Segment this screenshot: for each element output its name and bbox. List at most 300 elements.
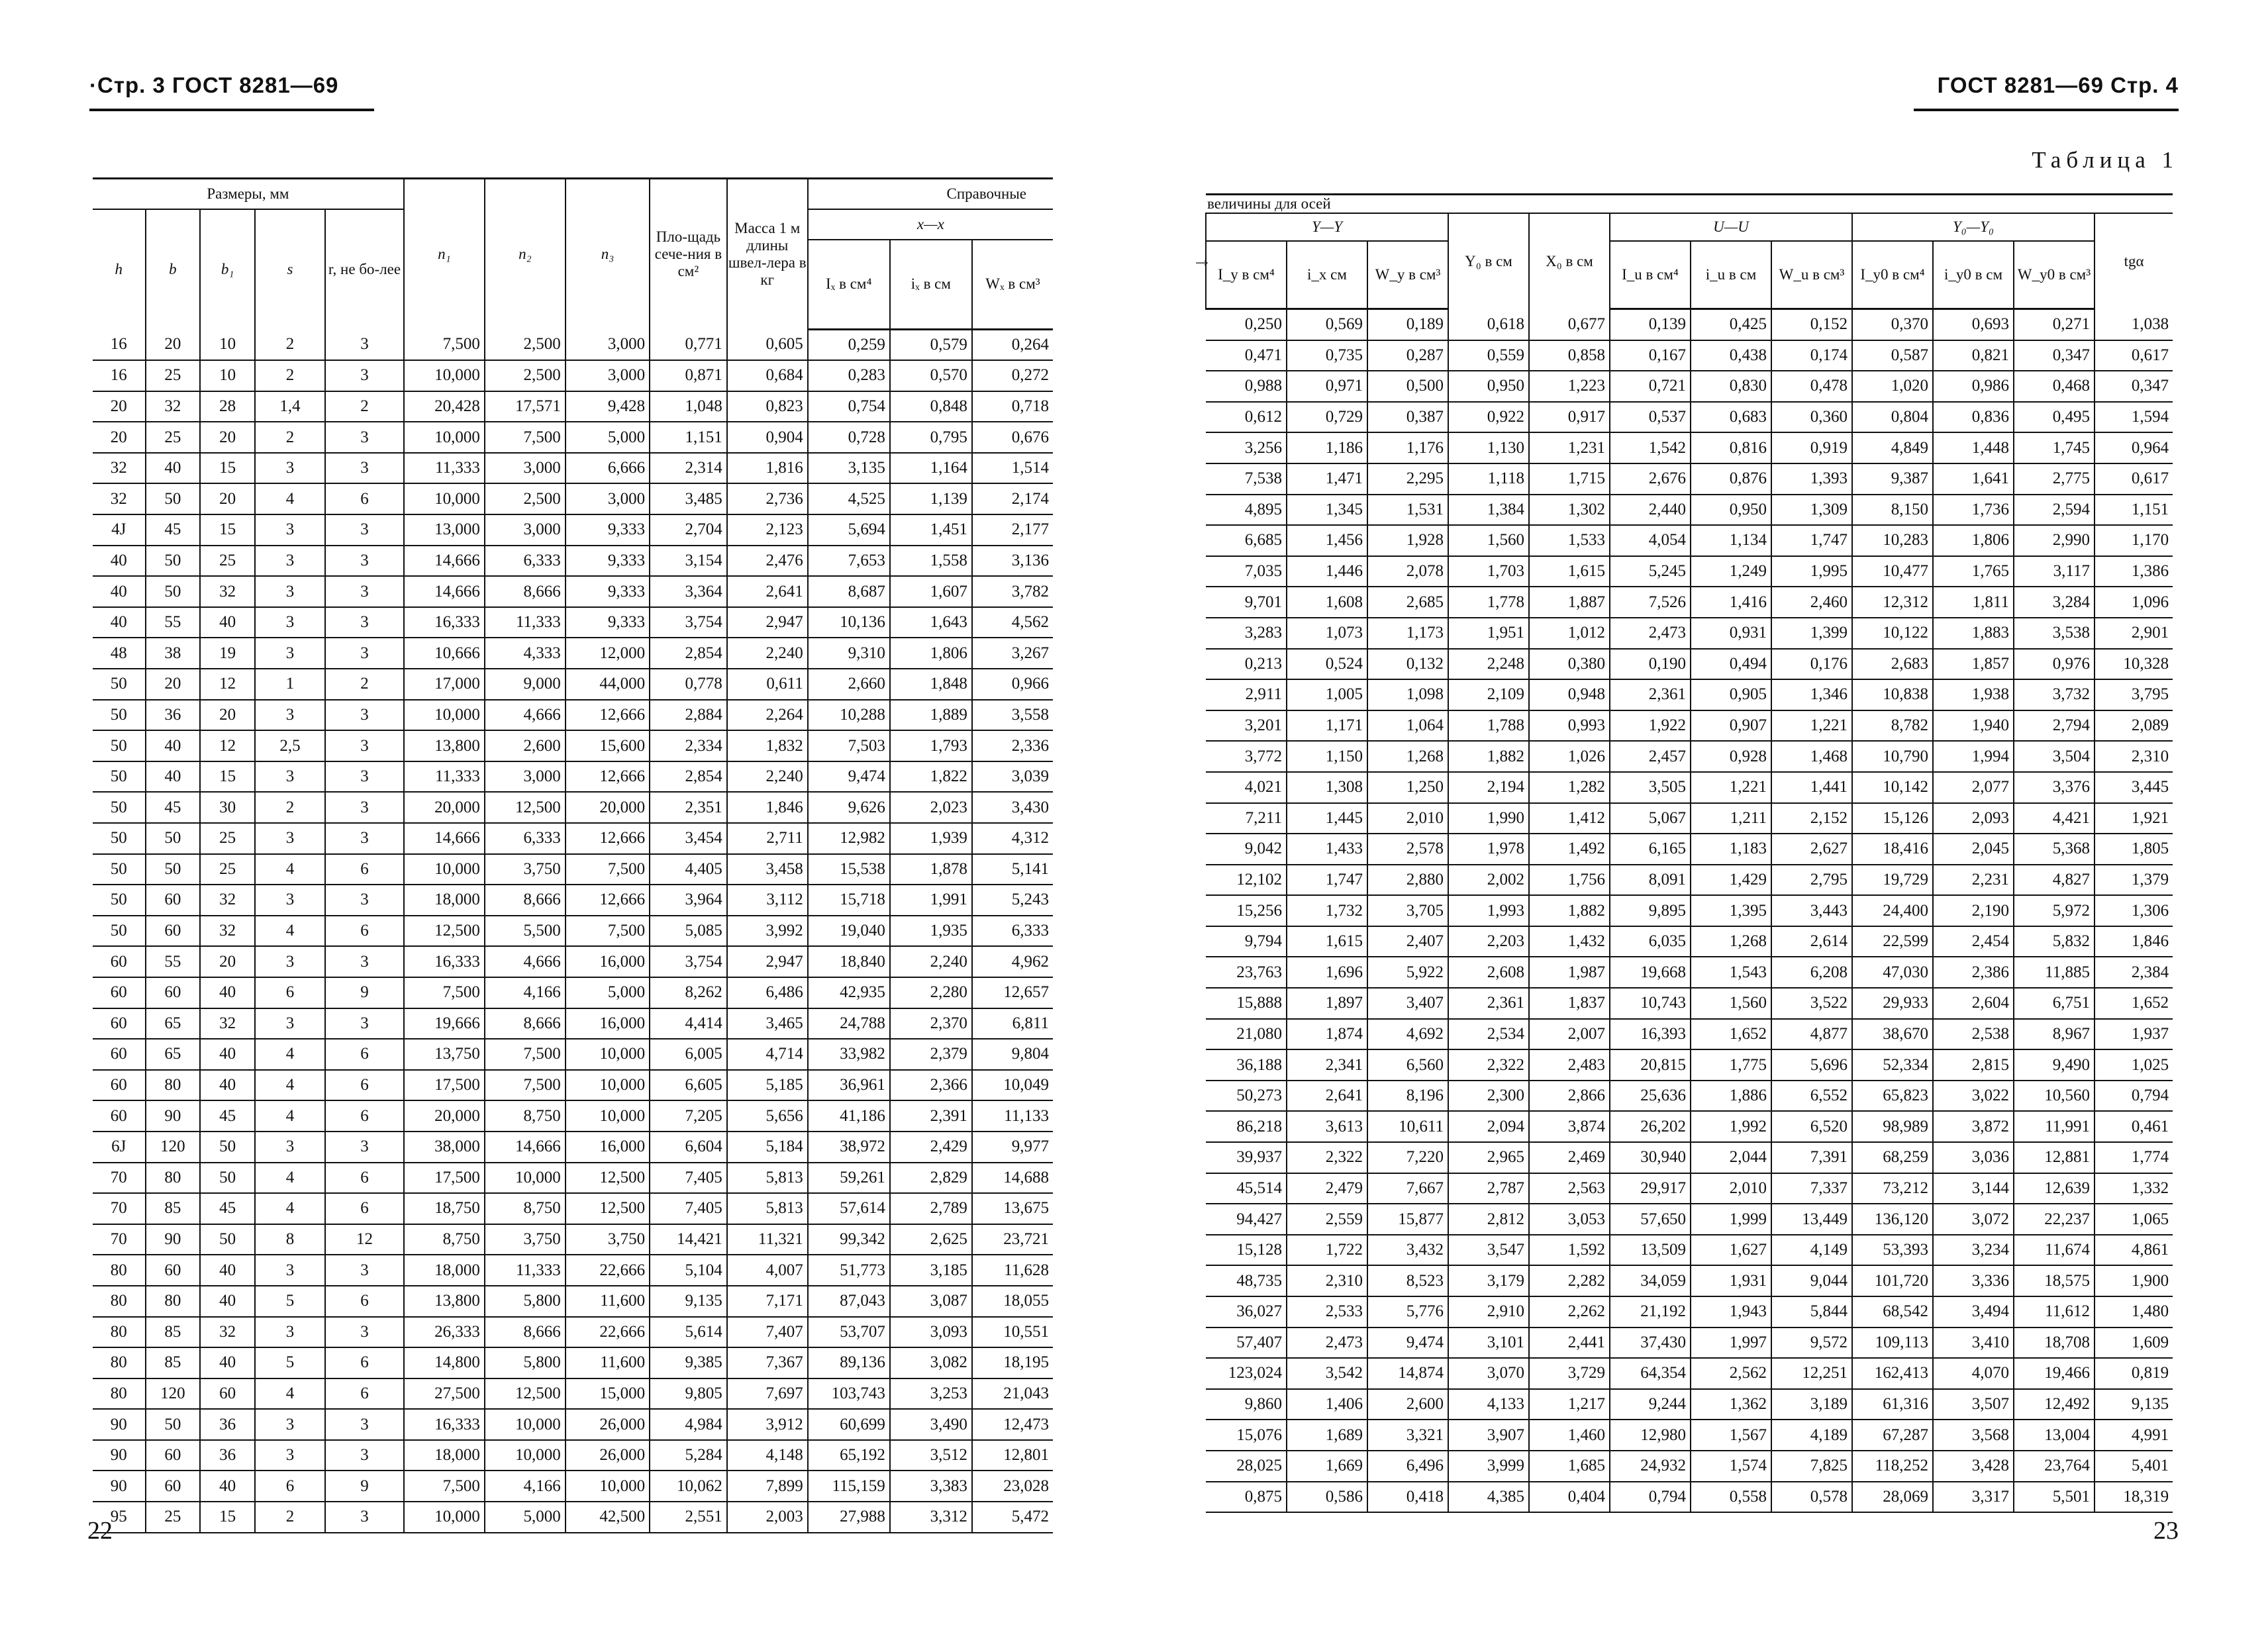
table-cell: 6,751	[2014, 988, 2095, 1019]
tg-header: tgα	[2095, 213, 2173, 309]
table-cell: 2,078	[1367, 556, 1448, 587]
table-cell: 9,474	[1367, 1328, 1448, 1359]
table-cell: 7,503	[808, 730, 890, 761]
table-cell: 2,787	[1448, 1173, 1529, 1204]
table-cell: 7,500	[404, 1471, 485, 1502]
table-cell: 1,669	[1287, 1451, 1367, 1482]
table-cell: 0,966	[972, 669, 1053, 700]
table-cell: 4,414	[650, 1008, 727, 1039]
table-cell: 0,360	[1771, 402, 1852, 433]
table-cell: 21,043	[972, 1378, 1053, 1410]
table-cell: 0,976	[2014, 649, 2095, 680]
table-cell: 2,280	[890, 977, 972, 1008]
table-cell: 15,076	[1206, 1420, 1287, 1451]
table-cell: 11,333	[485, 607, 566, 638]
table-cell: 2,045	[1933, 834, 2014, 865]
table-cell: 3	[255, 453, 325, 484]
table-cell: 1,096	[2095, 587, 2173, 618]
table-cell: 2,711	[727, 823, 808, 854]
table-cell: 3,505	[1610, 772, 1691, 803]
table-cell: 6,333	[972, 916, 1053, 947]
table-cell: 9,042	[1206, 834, 1287, 865]
table-cell: 48	[93, 638, 146, 669]
table-cell: 0,904	[727, 422, 808, 453]
table-cell: 0,816	[1691, 432, 1771, 463]
table-cell: 50	[146, 483, 201, 514]
table-cell: 1,641	[1933, 463, 2014, 495]
table-cell: 7,035	[1206, 556, 1287, 587]
table-cell: 20,000	[404, 1100, 485, 1132]
table-cell: 20,428	[404, 391, 485, 422]
table-cell: 4,333	[485, 638, 566, 669]
table-cell: 23,763	[1206, 957, 1287, 988]
table-cell: 7,500	[485, 1070, 566, 1101]
table-cell: 0,907	[1691, 710, 1771, 742]
right-page-number: 23	[2153, 1517, 2179, 1545]
table-cell: 2,854	[650, 761, 727, 793]
table-row	[93, 391, 1053, 422]
table-cell: 1,139	[890, 483, 972, 514]
table-cell: 0,721	[1610, 371, 1691, 402]
table-cell: 59,261	[808, 1163, 890, 1194]
table-cell: 7,538	[1206, 463, 1287, 495]
table-cell: 1,445	[1287, 803, 1367, 834]
table-cell: 0,347	[2014, 340, 2095, 371]
table-cell: 12,666	[566, 885, 650, 916]
table-cell: 4,984	[650, 1409, 727, 1440]
h-header: h	[115, 261, 123, 277]
table-cell: 10,000	[566, 1471, 650, 1502]
table-cell: 0,871	[650, 360, 727, 391]
table-cell: 3,992	[727, 916, 808, 947]
table-cell: 1,765	[1933, 556, 2014, 587]
table-row	[93, 1100, 1053, 1132]
table-cell: 2,351	[650, 792, 727, 823]
table-cell: 5,243	[972, 885, 1053, 916]
table-cell: 9,626	[808, 792, 890, 823]
table-cell: 5,800	[485, 1286, 566, 1317]
table-cell: 1,609	[2095, 1328, 2173, 1359]
table-cell: 3,000	[566, 360, 650, 391]
table-cell: 10	[200, 329, 255, 360]
table-cell: 12,801	[972, 1440, 1053, 1471]
table-cell: 3,754	[650, 946, 727, 977]
table-cell: 0,821	[1933, 340, 2014, 371]
table-cell: 1,118	[1448, 463, 1529, 495]
table-cell: 8,750	[485, 1100, 566, 1132]
table-cell: 13,509	[1610, 1235, 1691, 1266]
table-cell: 21,192	[1610, 1296, 1691, 1328]
iu-header: i_u в см	[1691, 241, 1771, 309]
table-cell: 2,563	[1529, 1173, 1610, 1204]
table-cell: 9,794	[1206, 926, 1287, 957]
table-cell: 3	[325, 761, 404, 793]
table-cell: 2,562	[1691, 1358, 1771, 1389]
table-cell: 4,021	[1206, 772, 1287, 803]
table-cell: 17,571	[485, 391, 566, 422]
table-cell: 67,287	[1852, 1420, 1933, 1451]
table-cell: 5,067	[1610, 803, 1691, 834]
table-cell: 1,451	[890, 514, 972, 546]
table-row	[1206, 988, 2173, 1019]
table-cell: 65	[146, 1008, 201, 1039]
table-cell: 0,587	[1852, 340, 1933, 371]
table-cell: 18,000	[404, 1255, 485, 1286]
table-cell: 1,531	[1367, 495, 1448, 526]
table-cell: 2,341	[1287, 1049, 1367, 1081]
table-cell: 0,174	[1771, 340, 1852, 371]
table-cell: 13,004	[2014, 1420, 2095, 1451]
table-cell: 64,354	[1610, 1358, 1691, 1389]
table-cell: 1,696	[1287, 957, 1367, 988]
table-cell: 0,804	[1852, 402, 1933, 433]
table-cell: 2,203	[1448, 926, 1529, 957]
table-cell: 2,310	[1287, 1265, 1367, 1296]
table-row	[93, 792, 1053, 823]
table-cell: 20,000	[566, 792, 650, 823]
table-cell: 40	[93, 576, 146, 607]
table-cell: 0,461	[2095, 1111, 2173, 1142]
table-cell: 4,666	[485, 946, 566, 977]
s-header: s	[255, 209, 325, 329]
table-cell: 1,883	[1933, 618, 2014, 649]
table-cell: 3,750	[485, 854, 566, 885]
table-cell: 10,000	[566, 1070, 650, 1101]
table-cell: 2,441	[1529, 1328, 1610, 1359]
table-cell: 1,940	[1933, 710, 2014, 742]
table-cell: 2,854	[650, 638, 727, 669]
table-cell: 50	[200, 1132, 255, 1163]
table-cell: 4,877	[1771, 1019, 1852, 1050]
table-cell: 12,312	[1852, 587, 1933, 618]
table-cell: 10,560	[2014, 1081, 2095, 1112]
table-cell: 8,782	[1852, 710, 1933, 742]
table-cell: 11,133	[972, 1100, 1053, 1132]
table-cell: 3,458	[727, 854, 808, 885]
table-cell: 1,993	[1448, 895, 1529, 926]
table-cell: 6,811	[972, 1008, 1053, 1039]
table-cell: 20,815	[1610, 1049, 1691, 1081]
table-cell: 2,295	[1367, 463, 1448, 495]
table-cell: 1,806	[890, 638, 972, 669]
table-cell: 2,440	[1610, 495, 1691, 526]
table-cell: 9,333	[566, 576, 650, 607]
table-cell: 2,473	[1610, 618, 1691, 649]
table-cell: 0,478	[1771, 371, 1852, 402]
table-cell: 3	[325, 946, 404, 977]
table-cell: 50	[200, 1224, 255, 1255]
table-cell: 1,775	[1691, 1049, 1771, 1081]
table-cell: 2,322	[1448, 1049, 1529, 1081]
table-cell: 3	[255, 1409, 325, 1440]
table-cell: 1,874	[1287, 1019, 1367, 1050]
table-cell: 25	[146, 360, 201, 391]
table-cell: 9,701	[1206, 587, 1287, 618]
table-cell: 20	[200, 700, 255, 731]
table-cell: 40	[200, 1471, 255, 1502]
table-cell: 9,333	[566, 546, 650, 577]
table-cell: 3,284	[2014, 587, 2095, 618]
table-cell: 5,656	[727, 1100, 808, 1132]
table-cell: 1,935	[890, 916, 972, 947]
table-cell: 15	[200, 761, 255, 793]
table-cell: 9,428	[566, 391, 650, 422]
right-section-properties-table	[1205, 193, 2173, 1513]
table-cell: 6	[325, 483, 404, 514]
table-cell: 0,494	[1691, 649, 1771, 680]
table-cell: 3,112	[727, 885, 808, 916]
table-cell: 1,362	[1691, 1389, 1771, 1420]
table-cell: 1,774	[2095, 1142, 2173, 1173]
table-cell: 3,454	[650, 823, 727, 854]
table-cell: 0,471	[1206, 340, 1287, 371]
table-cell: 2,386	[1933, 957, 2014, 988]
table-cell: 3	[325, 730, 404, 761]
table-row	[93, 1347, 1053, 1378]
table-cell: 11,674	[2014, 1235, 2095, 1266]
table-cell: 4	[255, 916, 325, 947]
table-cell: 7,211	[1206, 803, 1287, 834]
table-cell: 9,385	[650, 1347, 727, 1378]
table-cell: 1,379	[2095, 865, 2173, 896]
table-cell: 3	[255, 1132, 325, 1163]
table-cell: 162,413	[1852, 1358, 1933, 1389]
table-cell: 0,264	[972, 329, 1053, 360]
table-cell: 27,500	[404, 1378, 485, 1410]
table-cell: 3,256	[1206, 432, 1287, 463]
table-cell: 1,542	[1610, 432, 1691, 463]
table-cell: 3	[325, 422, 404, 453]
table-cell: 0,425	[1691, 309, 1771, 340]
table-cell: 65	[146, 1039, 201, 1070]
table-cell: 9,895	[1610, 895, 1691, 926]
table-cell: 1,134	[1691, 525, 1771, 556]
table-cell: 25,636	[1610, 1081, 1691, 1112]
table-cell: 5,844	[1771, 1296, 1852, 1328]
table-cell: 3,000	[485, 761, 566, 793]
table-cell: 1,308	[1287, 772, 1367, 803]
table-cell: 1,922	[1610, 710, 1691, 742]
table-row	[93, 1193, 1053, 1224]
table-cell: 3	[325, 1409, 404, 1440]
table-cell: 10,000	[485, 1163, 566, 1194]
table-cell: 3,185	[890, 1255, 972, 1286]
table-cell: 10,000	[485, 1440, 566, 1471]
table-cell: 60	[93, 1100, 146, 1132]
table-cell: 3,053	[1529, 1204, 1610, 1235]
table-cell: 3	[255, 1440, 325, 1471]
table-cell: 1,186	[1287, 432, 1367, 463]
table-cell: 1,999	[1691, 1204, 1771, 1235]
table-cell: 12,500	[485, 792, 566, 823]
table-cell: 20	[146, 329, 201, 360]
b1-header: b₁	[200, 209, 255, 329]
table-cell: 22,666	[566, 1255, 650, 1286]
table-cell: 0,579	[890, 329, 972, 360]
table-cell: 60	[146, 1255, 201, 1286]
left-table-body	[93, 329, 1053, 1533]
table-cell: 7,500	[566, 916, 650, 947]
table-cell: 53,393	[1852, 1235, 1933, 1266]
table-cell: 7,391	[1771, 1142, 1852, 1173]
table-cell: 9,805	[650, 1378, 727, 1410]
table-row	[93, 700, 1053, 731]
table-cell: 12,657	[972, 977, 1053, 1008]
table-cell: 3	[325, 700, 404, 731]
table-cell: 11,885	[2014, 957, 2095, 988]
table-cell: 2,248	[1448, 649, 1529, 680]
table-cell: 30,940	[1610, 1142, 1691, 1173]
table-cell: 1,433	[1287, 834, 1367, 865]
axis-xx-header: x—x	[808, 209, 1053, 240]
table-cell: 0,905	[1691, 679, 1771, 710]
table-cell: 0,683	[1691, 402, 1771, 433]
table-cell: 27,988	[808, 1502, 890, 1533]
table-row	[1206, 772, 2173, 803]
table-cell: 2,240	[727, 638, 808, 669]
table-cell: 1,938	[1933, 679, 2014, 710]
table-cell: 0,495	[2014, 402, 2095, 433]
table-cell: 50	[93, 669, 146, 700]
table-cell: 65,823	[1852, 1081, 1933, 1112]
table-cell: 101,720	[1852, 1265, 1933, 1296]
table-cell: 1,416	[1691, 587, 1771, 618]
table-cell: 5,500	[485, 916, 566, 947]
table-cell: 15,128	[1206, 1235, 1287, 1266]
table-cell: 4,312	[972, 823, 1053, 854]
table-cell: 4	[255, 1070, 325, 1101]
table-cell: 4	[255, 1100, 325, 1132]
table-cell: 45	[200, 1100, 255, 1132]
table-cell: 50	[93, 885, 146, 916]
table-cell: 70	[93, 1163, 146, 1194]
table-cell: 0,387	[1367, 402, 1448, 433]
table-cell: 17,500	[404, 1070, 485, 1101]
table-row	[1206, 1142, 2173, 1173]
table-cell: 18,319	[2095, 1482, 2173, 1513]
table-cell: 8,666	[485, 576, 566, 607]
table-row	[1206, 1235, 2173, 1266]
Iy0-header: I_y0 в см⁴	[1852, 241, 1933, 309]
table-cell: 3	[255, 638, 325, 669]
table-cell: 1,846	[727, 792, 808, 823]
table-cell: 6	[325, 1070, 404, 1101]
table-cell: 2,003	[727, 1502, 808, 1533]
table-cell: 9,860	[1206, 1389, 1287, 1420]
table-row	[93, 607, 1053, 638]
table-cell: 0,605	[727, 329, 808, 360]
table-cell: 90	[146, 1100, 201, 1132]
table-cell: 13,449	[1771, 1204, 1852, 1235]
table-cell: 1,514	[972, 453, 1053, 484]
table-cell: 12,982	[808, 823, 890, 854]
table-cell: 9,474	[808, 761, 890, 793]
table-cell: 0,213	[1206, 649, 1287, 680]
table-cell: 7,500	[485, 1039, 566, 1070]
table-cell: 1,928	[1367, 525, 1448, 556]
table-row	[1206, 895, 2173, 926]
table-cell: 6,208	[1771, 957, 1852, 988]
table-cell: 1,221	[1691, 772, 1771, 803]
table-cell: 2,476	[727, 546, 808, 577]
table-row	[1206, 926, 2173, 957]
table-cell: 1,607	[890, 576, 972, 607]
table-row	[93, 1039, 1053, 1070]
table-cell: 17,500	[404, 1163, 485, 1194]
table-cell: 9,000	[485, 669, 566, 700]
table-cell: 50	[146, 1409, 201, 1440]
Wx-header: Wₓ в см³	[972, 240, 1053, 329]
table-cell: 3,072	[1933, 1204, 2014, 1235]
table-row	[1206, 649, 2173, 680]
table-cell: 3,538	[2014, 618, 2095, 649]
table-cell: 115,159	[808, 1471, 890, 1502]
table-cell: 1,446	[1287, 556, 1367, 587]
table-cell: 89,136	[808, 1347, 890, 1378]
table-cell: 25	[146, 1502, 201, 1533]
table-cell: 16,000	[566, 1132, 650, 1163]
table-cell: 136,120	[1852, 1204, 1933, 1235]
table-cell: 0,570	[890, 360, 972, 391]
table-cell: 6,333	[485, 546, 566, 577]
table-cell: 0,795	[890, 422, 972, 453]
table-cell: 120	[146, 1132, 201, 1163]
table-cell: 12,492	[2014, 1389, 2095, 1420]
table-row	[93, 1008, 1053, 1039]
table-cell: 1,399	[1771, 618, 1852, 649]
table-cell: 15,538	[808, 854, 890, 885]
table-cell: 80	[93, 1286, 146, 1317]
area-header: Пло-щадь сече-ния в см²	[650, 179, 727, 330]
table-cell: 7,667	[1367, 1173, 1448, 1204]
table-cell: 18,416	[1852, 834, 1933, 865]
table-cell: 3,872	[1933, 1111, 2014, 1142]
table-cell: 6	[325, 1193, 404, 1224]
table-cell: 3	[325, 638, 404, 669]
table-row	[1206, 1049, 2173, 1081]
table-cell: 0,500	[1367, 371, 1448, 402]
table-cell: 4,421	[2014, 803, 2095, 834]
table-cell: 15,000	[566, 1378, 650, 1410]
table-row	[93, 329, 1053, 360]
table-cell: 3,782	[972, 576, 1053, 607]
table-cell: 4	[255, 1378, 325, 1410]
table-cell: 2	[325, 669, 404, 700]
table-cell: 2,454	[1933, 926, 2014, 957]
table-cell: 50	[93, 854, 146, 885]
table-cell: 22,599	[1852, 926, 1933, 957]
table-row	[93, 761, 1053, 793]
table-cell: 9,244	[1610, 1389, 1691, 1420]
table-cell: 22,237	[2014, 1204, 2095, 1235]
table-cell: 0,971	[1287, 371, 1367, 402]
table-cell: 5,972	[2014, 895, 2095, 926]
table-cell: 12	[325, 1224, 404, 1255]
table-cell: 0,922	[1448, 402, 1529, 433]
table-cell: 6	[325, 1039, 404, 1070]
table-cell: 2,641	[1287, 1081, 1367, 1112]
table-cell: 3	[255, 576, 325, 607]
table-cell: 15	[200, 514, 255, 546]
table-cell: 1,816	[727, 453, 808, 484]
table-cell: 3,267	[972, 638, 1053, 669]
table-cell: 2,483	[1529, 1049, 1610, 1081]
table-cell: 5,141	[972, 854, 1053, 885]
table-cell: 0,948	[1529, 679, 1610, 710]
table-cell: 1,302	[1529, 495, 1610, 526]
table-cell: 1,990	[1448, 803, 1529, 834]
table-cell: 8,666	[485, 1008, 566, 1039]
